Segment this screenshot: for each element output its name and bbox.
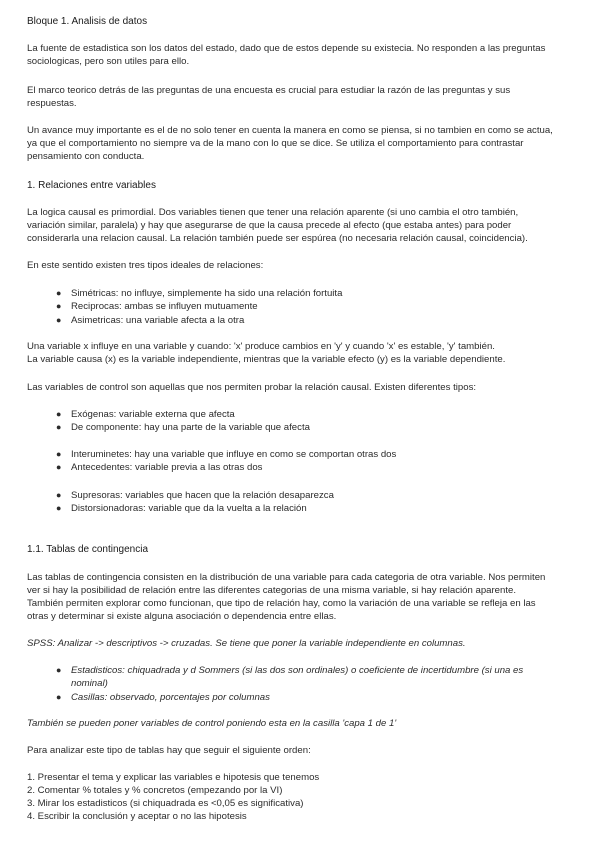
bullet: ●	[56, 665, 62, 675]
section-1-paragraph-1-line-2: variación similar, paralela) y hay que asegurarse de que la causa precede al efecto (que estaba antes) para poder	[27, 220, 512, 231]
step-4: 4. Escribir la conclusión y aceptar o no las hipotesis	[27, 811, 247, 822]
intro-paragraph-3-line-1: Un avance muy importante es el de no solo tener en cuenta la manera en como se piensa, si no tambien en como se actua,	[27, 125, 553, 136]
intro-paragraph-3-line-2: ya que el comportamiento no siempre va de la mano con lo que se dice. Se utiliza el comportamiento para contrastar	[27, 138, 524, 149]
list-item-control-exogenous: Exógenas: variable externa que afecta	[71, 409, 235, 420]
list-item-spss-cells: Casillas: observado, porcentajes por columnas	[71, 692, 270, 703]
spss-instructions: SPSS: Analizar -> descriptivos -> cruzadas. Se tiene que poner la variable independiente en columnas.	[27, 638, 466, 649]
section-1-paragraph-2: En este sentido existen tres tipos ideales de relaciones:	[27, 260, 264, 271]
intro-paragraph-1-line-1: La fuente de estadistica son los datos del estado, dado que de estos depende su existecia. No responden a las preguntas	[27, 43, 546, 54]
section-1-1-paragraph-line-1: Las tablas de contingencia consisten en la distribución de una variable para cada categoria de otra variable. Nos permiten	[27, 572, 546, 583]
bullet: ●	[56, 422, 62, 432]
bullet: ●	[56, 288, 62, 298]
bullet: ●	[56, 692, 62, 702]
bullet: ●	[56, 503, 62, 513]
step-3: 3. Mirar los estadisticos (si chiquadrada es <0,05 es significativa)	[27, 798, 304, 809]
list-item-relation-reciprocal: Reciprocas: ambas se influyen mutuamente	[71, 301, 258, 312]
section-1-paragraph-3-line-1: Una variable x influye en una variable y cuando: 'x' produce cambios en 'y' y cuando 'x' es estable, 'y' también.	[27, 341, 495, 352]
list-item-control-suppressor: Supresoras: variables que hacen que la relación desaparezca	[71, 490, 334, 501]
intro-paragraph-2-line-2: respuestas.	[27, 98, 77, 109]
analysis-order-intro: Para analizar este tipo de tablas hay que seguir el siguiente orden:	[27, 745, 311, 756]
list-item-control-intervening: Interuminetes: hay una variable que influye en como se comportan otras dos	[71, 449, 397, 460]
bullet: ●	[56, 315, 62, 325]
step-1: 1. Presentar el tema y explicar las variables e hipotesis que tenemos	[27, 772, 320, 783]
list-item-control-component: De componente: hay una parte de la variable que afecta	[71, 422, 310, 433]
section-1-heading: 1. Relaciones entre variables	[27, 180, 156, 191]
list-item-control-antecedent: Antecedentes: variable previa a las otras dos	[71, 462, 263, 473]
section-1-paragraph-1-line-1: La logica causal es primordial. Dos variables tienen que tener una relación aparente (si uno cambia el otro también,	[27, 207, 519, 218]
bullet: ●	[56, 301, 62, 311]
document-title: Bloque 1. Analisis de datos	[27, 16, 148, 27]
list-item-spss-statistics-continued: nominal)	[71, 678, 108, 689]
bullet: ●	[56, 409, 62, 419]
section-1-paragraph-1-line-3: considerarla una relacion causal. La relación también puede ser espúrea (no necesaria relación causal, coincidencia).	[27, 233, 528, 244]
step-2: 2. Comentar % totales y % concretos (empezando por la VI)	[27, 785, 283, 796]
bullet: ●	[56, 449, 62, 459]
list-item-relation-symmetric: Simétricas: no influye, simplemente ha sido una relación fortuita	[71, 288, 343, 299]
control-variables-note: También se pueden poner variables de control poniendo esta en la casilla 'capa 1 de 1'	[27, 718, 397, 729]
section-1-1-paragraph-line-2: ver si hay la posibilidad de relación entre las diferentes categorias de una misma variable, si hay relación aparente.	[27, 585, 517, 596]
section-1-1-heading: 1.1. Tablas de contingencia	[27, 544, 149, 555]
section-1-1-paragraph-line-4: otras y determinar si existe alguna asociación o dependencia entre ellas.	[27, 611, 337, 622]
list-item-relation-asymmetric: Asimetricas: una variable afecta a la otra	[71, 315, 245, 326]
intro-paragraph-3-line-3: pensamiento con conducta.	[27, 151, 145, 162]
section-1-paragraph-3-line-2: La variable causa (x) es la variable independiente, mientras que la variable efecto (y) es la variable dependiente.	[27, 354, 506, 365]
list-item-control-distorter: Distorsionadoras: variable que da la vuelta a la relación	[71, 503, 307, 514]
bullet: ●	[56, 490, 62, 500]
bullet: ●	[56, 462, 62, 472]
list-item-spss-statistics: Estadisticos: chiquadrada y d Sommers (si las dos son ordinales) o coeficiente de incertidumbre (si una es	[71, 665, 524, 676]
section-1-1-paragraph-line-3: También permiten explorar como funcionan, que tipo de relación hay, como la variación de una variable se refleja en las	[27, 598, 536, 609]
intro-paragraph-2-line-1: El marco teorico detrás de las preguntas de una encuesta es crucial para estudiar la razón de las preguntas y sus	[27, 85, 511, 96]
section-1-paragraph-4: Las variables de control son aquellas que nos permiten probar la relación causal. Existen diferentes tipos:	[27, 382, 477, 393]
intro-paragraph-1-line-2: sociologicas, pero son utiles para ello.	[27, 56, 190, 67]
